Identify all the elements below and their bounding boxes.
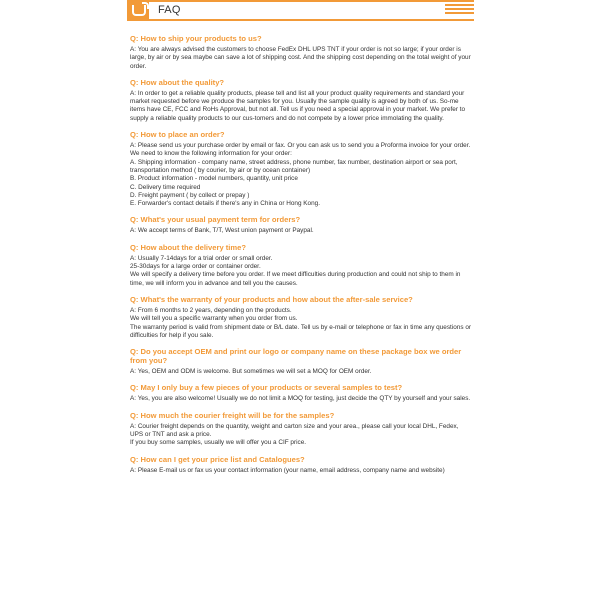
faq-item [130, 455, 471, 475]
faq-item [130, 130, 471, 208]
faq-question: Q: What's the warranty of your products and how about the after-sale service? [130, 294, 413, 304]
faq-answer: A: Usually 7-14days for a trial order or small order. 25-30days for a large order or container order. We will specify a delivery time before you order. If we meet difficulties during production and could not ship to them in time, we will inform you in advance and tell you the causes. [130, 254, 461, 287]
faq-question: Q: How to place an order? [130, 130, 225, 140]
faq-question: Q: Do you accept OEM and print our logo or company name on these package box we order from you? [130, 347, 462, 366]
faq-question: Q: How can I get your price list and Catalogues? [130, 454, 305, 464]
faq-page [127, 0, 474, 482]
faq-answer: A: Yes, you are also welcome! Usually we do not limit a MOQ for testing, just decide the QTY by yourself and your sales. [130, 395, 471, 403]
faq-item [130, 243, 471, 288]
faq-answer: A: Please send us your purchase order by email or fax. Or you can ask us to send you a Proforma invoice for your order. We need to know the following information for your order: A. Shipping information - company name, street address, phone number, fax number, destination airport or sea port, transportation method ( by courier, by air or by ocean container) B. Product information - model numbers, quantity, unit price C. Delivery time required D. Freight payment ( by collect or prepay ) E. Forwarder's contact details if there's any in China or Hong Kong. [130, 142, 471, 208]
faq-item [130, 411, 471, 448]
faq-header [127, 0, 474, 21]
logo-icon [127, 0, 149, 21]
header-bottom-border [127, 19, 474, 21]
faq-list [127, 21, 474, 475]
faq-answer: A: In order to get a reliable quality products, please tell and list all your product quality requirements and standard your market requested before we produce the samples for you. Usually the sample quality is agreed by both of us. So-me items have CE, FCC and RoHs Approval, but not all. Tell us if you need a special approval in your market. We prefer to supply a reliable quality products to our cus-tomers and do not compete by a lower price immolating the quality. [130, 89, 466, 122]
faq-question: Q: How much the courier freight will be for the samples? [130, 410, 335, 420]
faq-answer: A: Yes, OEM and ODM is welcome. But sometimes we will set a MOQ for OEM order. [130, 368, 372, 376]
faq-item [130, 34, 471, 71]
faq-answer: A: You are always advised the customers to choose FedEx DHL UPS TNT if your order is not so large; if your order is large, by air or by sea maybe can save a lot of shipping cost. And the shipping cost depending on the total weight of your order. [130, 46, 471, 70]
faq-answer: A: Courier freight depends on the quantity, weight and carton size and your area., please call your local DHL, Fedex, UPS or TNT and ask a price. If you buy some samples, usually we will offer you a CIF price. [130, 422, 459, 447]
faq-question: Q: What's your usual payment term for orders? [130, 215, 301, 225]
stripes-icon [445, 4, 474, 17]
faq-answer: A: Please E-mail us or fax us your contact information (your name, email address, company name and website) [130, 466, 445, 474]
header-top-border [127, 0, 474, 2]
faq-answer: A: From 6 months to 2 years, depending on the products. We will tell you a specific warranty when you order from us. The warranty period is valid from shipment date or B/L date. Tell us by e-mail or telephone or fax in time any questions or difficulties for help if you sale. [130, 306, 472, 339]
faq-item [130, 78, 471, 123]
faq-question: Q: How about the quality? [130, 77, 225, 87]
faq-answer: A: We accept terms of Bank, T/T, West union payment or Paypal. [130, 227, 314, 235]
faq-item [130, 215, 471, 235]
faq-question: Q: May I only buy a few pieces of your products or several samples to test? [130, 383, 403, 393]
faq-item [130, 347, 471, 376]
faq-item [130, 383, 471, 403]
page-title: FAQ [158, 4, 181, 16]
logo-glyph-icon [132, 5, 146, 16]
faq-question: Q: How about the delivery time? [130, 242, 247, 252]
faq-item [130, 295, 471, 340]
faq-question: Q: How to ship your products to us? [130, 34, 262, 43]
